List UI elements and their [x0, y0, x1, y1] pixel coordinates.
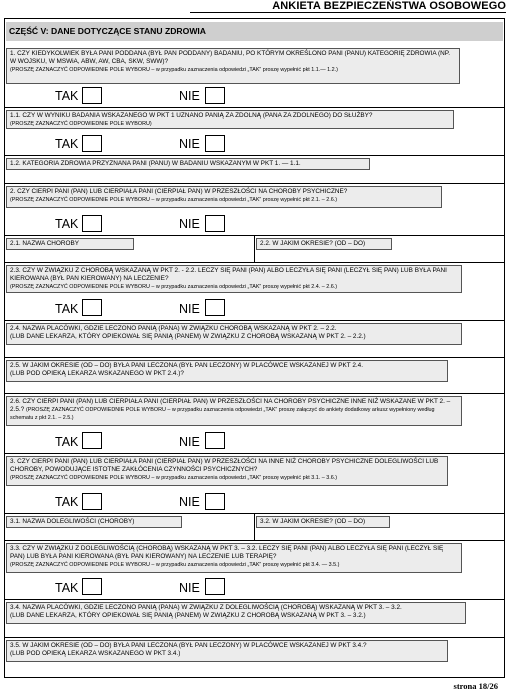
divider	[4, 183, 505, 184]
yes-checkbox-q3[interactable]	[82, 493, 102, 510]
divider	[4, 637, 505, 638]
yes-checkbox-q2-3[interactable]	[82, 299, 102, 316]
question-2-4-text: 2.4. NAZWA PLACÓWKI, GDZIE LECZONO PANIĄ (PANA) W ZWIĄZKU CHOROBĄ WSKAZANĄ W PKT 2. – 2.2.	[10, 325, 337, 332]
question-2-5-text: 2.5. W JAKIM OKRESIE (OD – DO) BYŁA PANI LECZONA (BYŁ PAN LECZONY) W PLACÓWCE WSKAZANEJ W PKT 2.4.	[10, 362, 363, 369]
divider	[4, 262, 505, 263]
question-2-5	[6, 360, 448, 382]
yes-checkbox-q1[interactable]	[82, 87, 102, 104]
column-divider	[254, 235, 255, 262]
question-1-1-note: (PROSZĘ ZAZNACZYĆ ODPOWIEDNIE POLE WYBORU)	[10, 121, 152, 127]
question-2-2	[256, 238, 392, 250]
question-1-1	[6, 110, 454, 129]
question-3-5-text: 3.5. W JAKIM OKRESIE (OD – DO) BYŁA PANI LECZONA (BYŁ PAN LECZONY) W PLACÓWCE WSKAZANEJ W PKT 3.4.?	[10, 642, 367, 649]
yes-label-q3-3: TAK	[55, 581, 79, 595]
no-checkbox-q2[interactable]	[205, 215, 225, 232]
question-1-text: 1. CZY KIEDYKOLWIEK BYŁA PANI PODDANA (BYŁ PAN PODDANY) BADANIU, PO KTÓRYM OKREŚLONO PANI (PANU) KATEGORIĘ ZDROWIA (NP. W WOJSKU, W MSWiA, ABW, AW, CBA, SKW, SWW)?	[10, 50, 450, 65]
question-3-2-text: 3.2. W JAKIM OKRESIE? (OD – DO)	[260, 518, 366, 525]
no-label-q1-1: NIE	[179, 137, 200, 151]
yes-label-q2: TAK	[55, 217, 79, 231]
question-1-1-text: 1.1. CZY W WYNIKU BADANIA WSKAZANEGO W PKT 1 UZNANO PANIĄ ZA ZDOLNĄ (PANA ZA ZDOLNEGO) DO SŁUŻBY?	[10, 112, 373, 119]
yes-label-q1: TAK	[55, 89, 79, 103]
question-2	[6, 186, 442, 208]
page-number: strona 18/26	[453, 681, 498, 691]
question-2-3-note: (PROSZĘ ZAZNACZYĆ ODPOWIEDNIE POLE WYBORU – w przypadku zaznaczenia odpowiedzi „TAK” proszę wypełnić pkt 2.4. – 2.6.)	[10, 284, 338, 290]
question-2-4	[6, 323, 462, 345]
form-title: ANKIETA BEZPIECZEŃSTWA OSOBOWEGO	[190, 0, 506, 13]
no-label-q2-6: NIE	[179, 435, 200, 449]
no-checkbox-q2-6[interactable]	[205, 432, 225, 449]
yes-checkbox-q1-1[interactable]	[82, 135, 102, 152]
divider	[4, 599, 505, 600]
question-1	[6, 48, 460, 84]
column-divider	[254, 513, 255, 540]
no-checkbox-q3[interactable]	[205, 493, 225, 510]
question-3-1	[6, 516, 182, 528]
divider	[4, 155, 505, 156]
question-3-4	[6, 602, 466, 624]
yes-label-q2-3: TAK	[55, 302, 79, 316]
yes-checkbox-q2-6[interactable]	[82, 432, 102, 449]
question-2-note: (PROSZĘ ZAZNACZYĆ ODPOWIEDNIE POLE WYBORU – w przypadku zaznaczenia odpowiedzi „TAK” proszę wypełnić pkt 2.1. – 2.6.)	[10, 197, 338, 203]
no-checkbox-q1[interactable]	[205, 87, 225, 104]
question-2-6	[6, 396, 462, 426]
question-2-3	[6, 265, 462, 293]
yes-checkbox-q2[interactable]	[82, 215, 102, 232]
question-2-text: 2. CZY CIERPI PANI (PAN) LUB CIERPIAŁA PANI (CIERPIAŁ PAN) W PRZESZŁOŚCI NA CHOROBY PSYCHICZNE?	[10, 188, 348, 195]
question-2-6-text: 2.6. CZY CIERPI PANI (PAN) LUB CIERPIAŁA PANI (CIERPIAŁ PAN) W PRZESZŁOŚCI NA CHOROBY PSYCHICZNE INNE NIŻ WSKAZANE W PKT 2. – 2.5.?	[10, 398, 451, 413]
question-3-5-note: (LUB POD OPIEKĄ LEKARZA WSKAZANEGO W PKT 3.4.)	[10, 650, 181, 657]
question-3-4-text: 3.4. NAZWA PLACÓWKI, GDZIE LECZONO PANIĄ (PANA) W ZWIĄZKU Z DOLEGLIWOŚCIĄ (CHOROBĄ) WSKAZANĄ W PKT 3. – 3.2.	[10, 604, 402, 611]
divider	[4, 393, 505, 394]
question-2-4-note: (LUB DANE LEKARZA, KTÓRY OPIEKOWAŁ SIĘ PANIĄ (PANEM) W ZWIĄZKU Z CHOROBĄ WSKAZANĄ W PKT 2. – 2.2.)	[10, 333, 366, 340]
question-3	[6, 456, 448, 486]
question-3-3-text: 3.3. CZY W ZWIĄZKU Z DOLEGLIWOŚCIĄ (CHOROBĄ) WSKAZANĄ W PKT 3. – 3.2. LECZY SIĘ PANI (PAN) ALBO LECZYŁA SIĘ PANI (LECZYŁ SIĘ PAN) LUB BYŁA PANI KIEROWANA (BYŁ PAN KIEROWANY) NA LECZENIE LUB TERAPIĘ?	[10, 545, 444, 560]
question-2-5-note: (LUB POD OPIEKĄ LEKARZA WSKAZANEGO W PKT 2.4.)?	[10, 370, 184, 377]
yes-checkbox-q3-3[interactable]	[82, 578, 102, 595]
question-3-2	[256, 516, 390, 528]
question-3-3	[6, 543, 462, 573]
question-3-text: 3. CZY CIERPI PANI (PAN) LUB CIERPIAŁA PANI (CIERPIAŁ PAN) W PRZESZŁOŚCI NA INNE NIŻ CHOROBY PSYCHICZNE DOLEGLIWOŚCI LUB CHOROBY, POWODUJĄCE ISTOTNE ZAKŁÓCENIA CZYNNOŚCI PSYCHICZNYCH?	[10, 458, 439, 473]
divider	[4, 107, 505, 108]
question-2-3-text: 2.3. CZY W ZWIĄZKU Z CHOROBĄ WSKAZANĄ W PKT 2. - 2.2. LECZY SIĘ PANI (PAN) ALBO LECZYŁA SIĘ PANI (LECZYŁ SIĘ PAN) LUB BYŁA PANI KIEROWANA (BYŁ PAN KIEROWANY) NA LECZENIE?	[10, 267, 447, 282]
question-1-2	[6, 158, 370, 170]
no-checkbox-q1-1[interactable]	[205, 135, 225, 152]
question-1-2-text: 1.2. KATEGORIA ZDROWIA PRZYZNANA PANI (PANU) W BADANIU WSKAZANYM W PKT 1. — 1.1.	[10, 160, 301, 167]
yes-label-q2-6: TAK	[55, 435, 79, 449]
question-3-note: (PROSZĘ ZAZNACZYĆ ODPOWIEDNIE POLE WYBORU – w przypadku zaznaczenia odpowiedzi „TAK” proszę wypełnić pkt 3.1. – 3.6.)	[10, 475, 338, 481]
no-label-q2: NIE	[179, 217, 200, 231]
question-3-3-note: (PROSZĘ ZAZNACZYĆ ODPOWIEDNIE POLE WYBORU – w przypadku zaznaczenia odpowiedzi „TAK” proszę wypełnić pkt 3.4. — 3.5.)	[10, 562, 340, 568]
no-label-q3-3: NIE	[179, 581, 200, 595]
divider	[4, 453, 505, 454]
question-1-note: (PROSZĘ ZAZNACZYĆ ODPOWIEDNIE POLE WYBORU – w przypadku zaznaczenia odpowiedzi „TAK” proszę wypełnić pkt 1.1.— 1.2.)	[10, 67, 338, 73]
no-checkbox-q3-3[interactable]	[205, 578, 225, 595]
section-title: CZĘŚĆ V: DANE DOTYCZĄCE STANU ZDROWIA	[6, 22, 503, 41]
question-2-1	[6, 238, 134, 250]
question-2-1-text: 2.1. NAZWA CHOROBY	[10, 240, 80, 247]
question-2-2-text: 2.2. W JAKIM OKRESIE? (OD – DO)	[260, 240, 366, 247]
divider	[4, 540, 505, 541]
no-label-q3: NIE	[179, 495, 200, 509]
question-3-5	[6, 640, 448, 662]
no-checkbox-q2-3[interactable]	[205, 299, 225, 316]
question-3-4-note: (LUB DANE LEKARZA, KTÓRY OPIEKOWAŁ SIĘ PANIĄ (PANEM) W ZWIĄZKU Z CHOROBĄ WSKAZANĄ W PKT 3. – 3.2.)	[10, 612, 366, 619]
divider	[4, 357, 505, 358]
question-3-1-text: 3.1. NAZWA DOLEGLIWOŚCI (CHOROBY)	[10, 518, 135, 525]
question-2-6-note: (PROSZĘ ZAZNACZYĆ ODPOWIEDNIE POLE WYBORU – w przypadku zaznaczenia odpowiedzi „TAK” proszę załączyć do ankiety dodatkowy arkusz wypełniony według schematu z pkt 2.1. – 2.5.)	[10, 407, 435, 421]
no-label-q1: NIE	[179, 89, 200, 103]
yes-label-q1-1: TAK	[55, 137, 79, 151]
no-label-q2-3: NIE	[179, 302, 200, 316]
divider	[4, 320, 505, 321]
yes-label-q3: TAK	[55, 495, 79, 509]
